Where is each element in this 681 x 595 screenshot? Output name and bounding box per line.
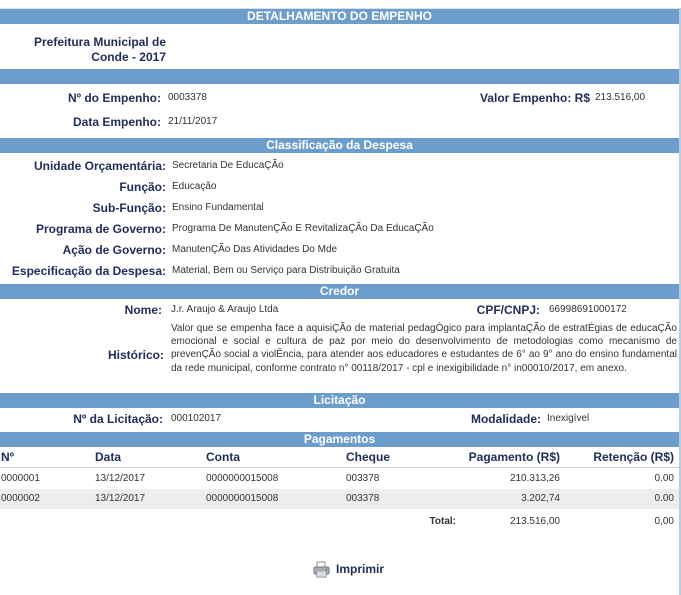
credor-name-label: Nome: xyxy=(124,303,162,317)
print-button[interactable] xyxy=(313,559,384,579)
total-pagamento: 213.516,00 xyxy=(509,516,560,527)
credor-title: Credor xyxy=(0,284,679,299)
row-retencao: 0.00 xyxy=(654,493,674,504)
empenho-value: 213.516,00 xyxy=(595,92,646,103)
classificacao-title: Classificação da Despesa xyxy=(0,138,679,153)
empenho-date: 21/11/2017 xyxy=(168,116,218,127)
cpf-cnpj-value: 66998691000172 xyxy=(549,304,627,315)
row-numero: 0000002 xyxy=(1,493,40,504)
col-retencao: Retenção (R$) xyxy=(593,450,674,464)
programa-value: Programa De ManutenÇÃo E RevitalizaÇÃo Da EducaÇÃo xyxy=(172,223,434,234)
empenho-date-label: Data Empenho: xyxy=(72,115,161,129)
empenho-number-label: Nº do Empenho: xyxy=(67,91,161,105)
programa-label: Programa de Governo: xyxy=(35,222,166,236)
funcao-value: Educação xyxy=(172,181,217,192)
historico-text: Valor que se empenha face a aquisiÇÃo de material pedagÓgico para implantaÇÃo de estratÉgias de educaÇÃo emocional e social e cultura de paz por meio do desenvolvimento de metodologias como mecanismo de prevenÇÃo social a violÊncia, para atender aos educadores e estudantes de 6° ao 9° ano do ensino fundamental da rede municipal, conforme contrato n° 00118/2017 - cpl e inexigibilidade n° in00010/2017, em anexo. xyxy=(171,323,677,374)
row-cheque: 003378 xyxy=(346,473,380,484)
col-pagamento: Pagamento (R$) xyxy=(468,450,560,464)
organization-name xyxy=(18,35,166,65)
row-conta: 0000000015008 xyxy=(206,473,279,484)
col-cheque: Cheque xyxy=(346,450,391,464)
unidade-value: Secretaria De EducaÇÃo xyxy=(172,160,284,171)
row-pagamento: 3.202,74 xyxy=(521,493,560,504)
col-conta: Conta xyxy=(206,450,240,464)
especificacao-value: Material, Bem ou Serviço para Distribuição Gratuita xyxy=(172,265,400,276)
row-data: 13/12/2017 xyxy=(95,473,146,484)
subfuncao-label: Sub-Função: xyxy=(92,201,166,215)
unidade-label: Unidade Orçamentária: xyxy=(33,159,166,173)
empenho-value-label: Valor Empenho: R$ xyxy=(479,91,590,105)
acao-label: Ação de Governo: xyxy=(62,243,166,257)
cpf-cnpj-label: CPF/CNPJ: xyxy=(476,303,540,317)
acao-value: ManutenÇÃo Das Atividades Do Mde xyxy=(172,244,338,255)
modalidade-label: Modalidade: xyxy=(470,412,541,426)
especificacao-label: Especificação da Despesa: xyxy=(11,264,166,278)
printer-icon xyxy=(313,561,330,578)
credor-name: J.r. Araujo & Araujo Ltda xyxy=(171,304,279,315)
licitacao-number: 000102017 xyxy=(171,413,222,424)
licitacao-title: Licitação xyxy=(0,393,679,408)
table-row xyxy=(0,489,679,509)
table-row xyxy=(0,469,679,489)
total-retencao: 0,00 xyxy=(654,516,674,527)
pagamentos-title: Pagamentos xyxy=(0,432,679,447)
empenho-number: 0003378 xyxy=(168,92,207,103)
top-edge xyxy=(0,0,681,9)
historico-label: Histórico: xyxy=(107,348,164,362)
col-data: Data xyxy=(95,450,122,464)
section-divider xyxy=(0,69,679,84)
print-label[interactable]: Imprimir xyxy=(336,562,385,576)
header-title: DETALHAMENTO DO EMPENHO xyxy=(0,9,679,24)
funcao-label: Função: xyxy=(119,180,166,194)
organization-line-1: Prefeitura Municipal de xyxy=(33,35,166,49)
table-header-divider xyxy=(0,467,679,468)
subfuncao-value: Ensino Fundamental xyxy=(172,202,264,213)
licitacao-number-label: Nº da Licitação: xyxy=(73,412,163,426)
row-retencao: 0.00 xyxy=(654,473,674,484)
row-cheque: 003378 xyxy=(346,493,380,504)
total-label: Total: xyxy=(429,516,456,527)
row-conta: 0000000015008 xyxy=(206,493,279,504)
row-pagamento: 210.313,26 xyxy=(509,473,560,484)
row-data: 13/12/2017 xyxy=(95,493,146,504)
organization-line-2: Conde - 2017 xyxy=(91,50,166,64)
col-numero: Nº xyxy=(1,450,15,464)
row-numero: 0000001 xyxy=(1,473,40,484)
modalidade-value: Inexigível xyxy=(547,413,590,424)
